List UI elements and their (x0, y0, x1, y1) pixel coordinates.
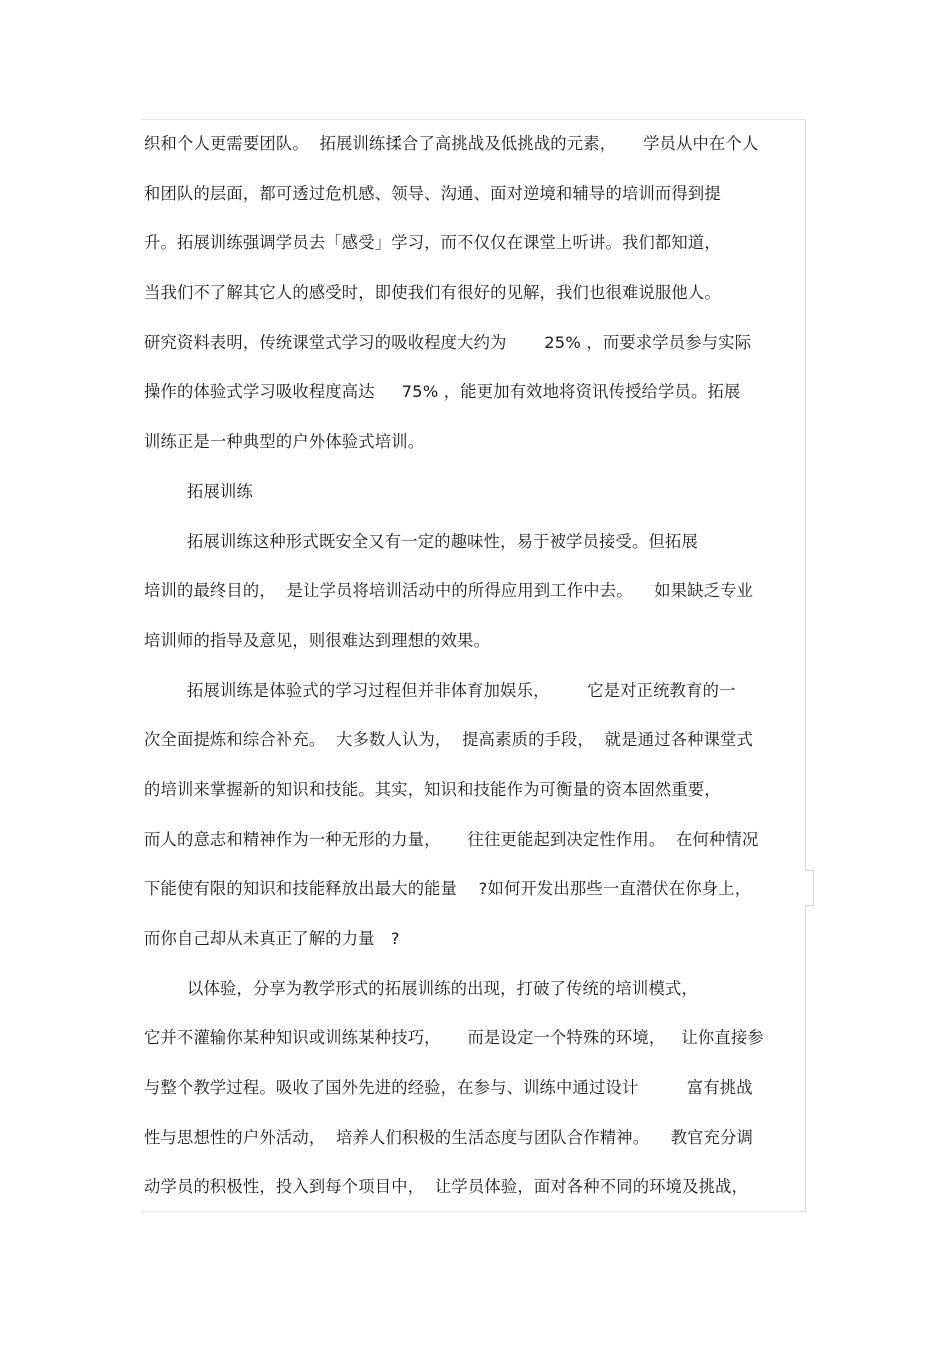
document-body (144, 119, 804, 1212)
text-line: 拓展训练这种形式既安全又有一定的趣味性，易于被学员接受。但拓展 (144, 531, 698, 551)
text-line: 的培训来掌握新的知识和技能。其实，知识和技能作为可衡量的资本固然重要， (144, 779, 721, 799)
text-line: 动学员的积极性，投入到每个项目中， 让学员体验，面对各种不同的环境及挑战， (144, 1177, 749, 1197)
text-line: 当我们不了解其它人的感受时，即使我们有很好的见解，我们也很难说服他人。 (144, 283, 721, 303)
text-line: 操作的体验式学习吸收程度高达 75% ，能更加有效地将资讯传授给学员。拓展 (144, 382, 741, 402)
text-line: 和团队的层面，都可透过危机感、领导、沟通、面对逆境和辅导的培训而得到提 (144, 183, 721, 203)
text-line: 与整个教学过程。吸收了国外先进的经验，在参与、训练中通过设计 富有挑战 (144, 1078, 753, 1098)
text-line: 训练正是一种典型的户外体验式培训。 (144, 432, 425, 452)
text-line: 它并不灌输你某种知识或训练某种技巧， 而是设定一个特殊的环境， 让你直接参 (144, 1028, 764, 1048)
text-line: 性与思想性的户外活动， 培养人们积极的生活态度与团队合作精神。 教官充分调 (144, 1127, 754, 1147)
text-line: 培训的最终目的， 是让学员将培训活动中的所得应用到工作中去。 如果缺乏专业 (144, 581, 754, 601)
section-heading: 拓展训练 (144, 481, 253, 501)
text-line: 次全面提炼和综合补充。 大多数人认为， 提高素质的手段， 就是通过各种课堂式 (144, 730, 754, 750)
text-line: 研究资料表明，传统课堂式学习的吸收程度大约为 25% ，而要求学员参与实际 (144, 332, 752, 352)
text-line: 而人的意志和精神作为一种无形的力量， 往往更能起到决定性作用。 在何种情况 (144, 829, 759, 849)
text-line: 而你自己却从未真正了解的力量 ? (144, 929, 400, 948)
text-line: 培训师的指导及意见，则很难达到理想的效果。 (144, 630, 491, 650)
text-line: 以体验，分享为教学形式的拓展训练的出现，打破了传统的培训模式， (144, 978, 698, 998)
frame-edge-notch (805, 870, 814, 906)
text-line: 下能使有限的知识和技能释放出最大的能量 ?如何开发出那些一直潜伏在你身上， (144, 879, 752, 899)
text-line: 升。拓展训练强调学员去「感受」学习，而不仅仅在课堂上听讲。我们都知道， (144, 233, 721, 253)
text-line: 拓展训练是体验式的学习过程但并非体育加娱乐， 它是对正统教育的一 (144, 680, 736, 700)
text-line: 织和个人更需要团队。 拓展训练揉合了高挑战及低挑战的元素， 学员从中在个人 (144, 134, 759, 153)
